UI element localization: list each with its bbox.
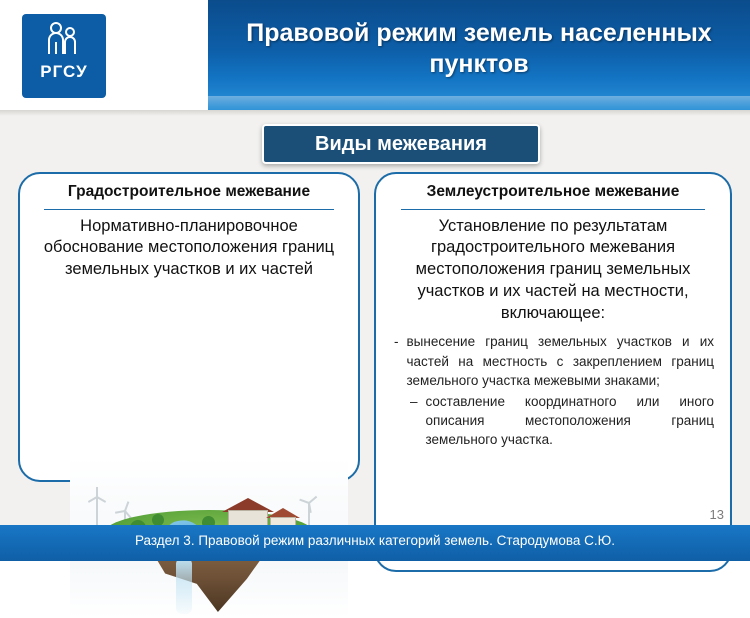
panel-right-bullets [376,324,730,449]
slide-title: Правовой режим земель населенных пунктов [246,19,712,79]
rgsu-emblem-icon [40,20,88,60]
panel-left-body: Нормативно-планировочное обоснование местоположения границ земельных участков и их частей [43,216,335,279]
page-number: 13 [709,507,724,522]
bullet-item [394,332,714,389]
bullet-marker: - [394,334,399,350]
panel-right-body: Установление по результатам градостроительного межевания местоположения границ земельных участков и их частей на местности, включающее: [415,216,691,322]
slide-body [0,110,750,525]
panel-gradostroitelnoe [18,172,360,482]
rgsu-logo-text: РГСУ [40,62,88,81]
turbine-blades [87,487,107,507]
panel-zemleustroitelnoe [374,172,732,572]
island-waterfall [176,558,192,614]
rgsu-logo [22,14,106,98]
panel-right-heading: Землеустроительное межевание [426,183,680,200]
footer-text: Раздел 3. Правовой режим различных категорий земель. Стародумова С.Ю. [134,533,616,548]
bullet-text: составление координатного или иного описания местоположения границ земельного участка. [425,393,714,448]
section-title-chip: Виды межевания [262,124,540,164]
bullet-marker: – [410,393,418,409]
bullet-item [394,392,714,449]
turbine-blades [299,493,319,513]
panel-left-heading: Градостроительное межевание [67,183,311,200]
bullet-text: вынесение границ земельных участков и их частей на местность с закреплением границ земельного участка межевыми знаками; [406,334,714,388]
slide-footer [0,507,750,561]
